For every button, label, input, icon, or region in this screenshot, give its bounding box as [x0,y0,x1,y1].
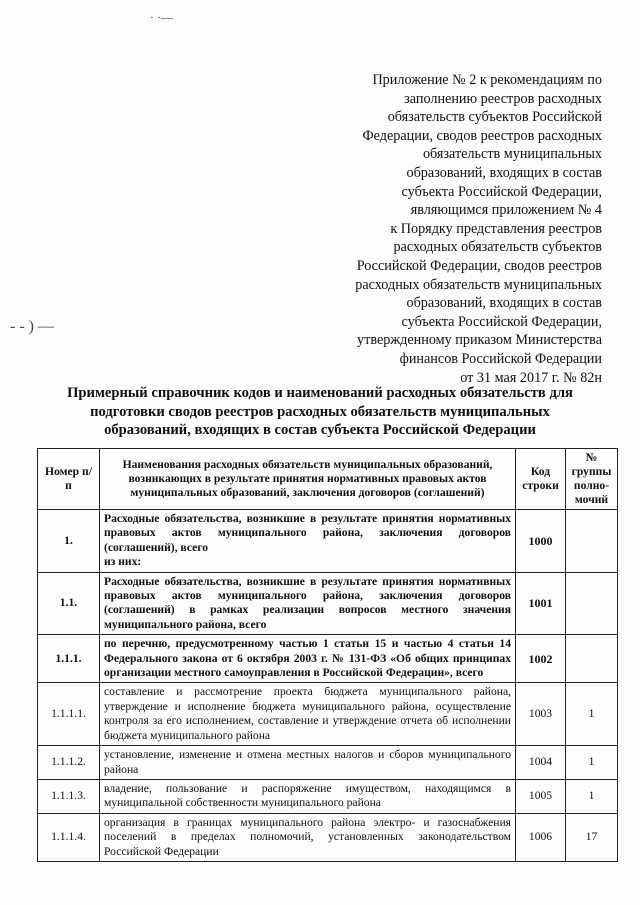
appendix-line: обязательств субъектов Российской [387,109,602,126]
scan-artifact-margin: - - ) — [10,318,54,335]
row-code: 1004 [516,746,566,780]
header-group: № группы полно-мочий [566,449,618,510]
row-group [566,572,618,635]
row-number: 1.1. [38,572,100,635]
row-name: установление, изменение и отмена местных налогов и сборов муниципального района [100,746,516,780]
row-number: 1.1.1.2. [38,746,100,780]
row-code: 1000 [516,510,566,573]
appendix-line: Федерации, сводов реестров расходных [362,127,602,144]
table-row [38,635,618,683]
appendix-line: Российской Федерации, сводов реестров [356,257,602,274]
appendix-line: являющимся приложением № 4 [410,202,602,219]
appendix-line: к Порядку представления реестров [390,220,602,237]
appendix-line: расходных обязательств субъектов [393,239,602,256]
table-row [38,813,618,861]
row-group: 1 [566,779,618,813]
appendix-line: утвержденному приказом Министерства [357,332,602,349]
row-name: организация в границах муниципального района электро- и газоснабжения поселений в пределах полномочий, установленных законодательством Российской Федерации [100,813,516,861]
table-header-row [38,449,618,510]
row-group: 1 [566,746,618,780]
title-line: Примерный справочник кодов и наименований расходных обязательств для [67,385,573,401]
appendix-line: расходных обязательств муниципальных [355,276,602,293]
table-row [38,510,618,573]
appendix-line: заполнению реестров расходных [404,90,602,107]
appendix-line: от 31 мая 2017 г. № 82н [460,369,602,386]
row-code: 1005 [516,779,566,813]
appendix-line: образований, входящих в состав [406,164,602,181]
row-name: составление и рассмотрение проекта бюджета муниципального района, утверждение и исполнение бюджета муниципального района, осуществление контроля за его исполнением, составление и утверждение отчета об исполнении бюджета муниципального района [100,683,516,746]
row-name-text: Расходные обязательства, возникшие в результате принятия нормативных правовых актов муниципального района, заключения договоров (соглашений), всего [104,512,511,554]
appendix-line: образований, входящих в состав [406,295,602,312]
table-row [38,746,618,780]
appendix-line: субъекта Российской Федерации, [401,313,602,330]
document-title [40,384,600,440]
header-code: Код строки [516,449,566,510]
row-code: 1001 [516,572,566,635]
row-name: по перечню, предусмотренному частью 1 статьи 15 и частью 4 статьи 14 Федерального закона от 6 октября 2003 г. № 131-ФЗ «Об общих принципах организации местного самоуправления в Российской Федерации», всего [100,635,516,683]
row-number: 1. [38,510,100,573]
row-name: Расходные обязательства, возникшие в результате принятия нормативных правовых актов муниципального района, заключения договоров (соглашений) в рамках реализации вопросов местного значения муниципального района, всего [100,572,516,635]
appendix-line: финансов Российской Федерации [399,350,602,367]
row-code: 1003 [516,683,566,746]
header-name: Наименования расходных обязательств муниципальных образований, возникающих в результате принятия нормативных правовых актов муниципальных образований, заключения договоров (соглашений) [100,449,516,510]
row-number: 1.1.1.3. [38,779,100,813]
row-group [566,635,618,683]
row-name: владение, пользование и распоряжение имуществом, находящимся в муниципальной собственности муниципального района [100,779,516,813]
row-number: 1.1.1.1. [38,683,100,746]
table-row [38,779,618,813]
row-number: 1.1.1. [38,635,100,683]
row-group: 1 [566,683,618,746]
table-row [38,683,618,746]
appendix-line: обязательств муниципальных [422,146,602,163]
title-line: образований, входящих в состав субъекта Российской Федерации [104,422,536,438]
row-code: 1002 [516,635,566,683]
appendix-line: Приложение № 2 к рекомендациям по [372,72,602,88]
row-name-extra: из них: [104,555,142,569]
row-code: 1006 [516,813,566,861]
title-line: подготовки сводов реестров расходных обязательств муниципальных [90,403,550,420]
row-name [100,510,516,573]
row-group [566,510,618,573]
row-group: 17 [566,813,618,861]
header-number: Номер п/п [38,449,100,510]
scan-artifact-top: · ·— [150,10,173,24]
appendix-line: субъекта Российской Федерации, [401,183,602,200]
table-row [38,572,618,635]
row-number: 1.1.1.4. [38,813,100,861]
appendix-header [320,71,602,387]
codes-table [37,448,618,862]
